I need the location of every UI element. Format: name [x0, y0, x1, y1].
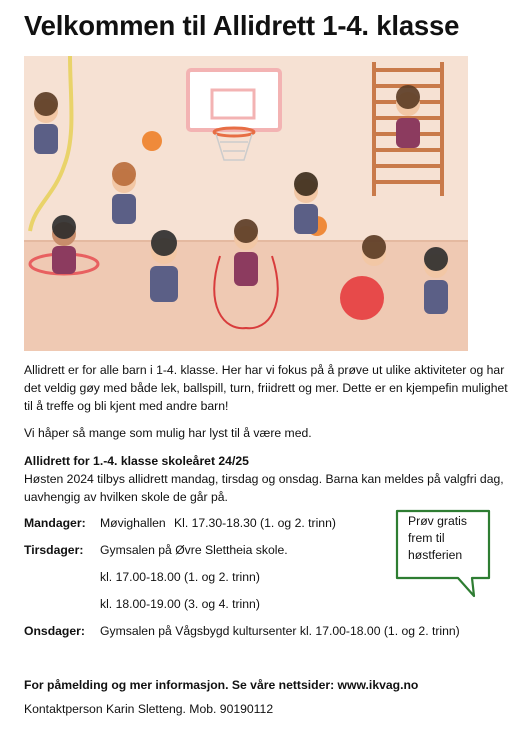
- callout-line-1: Prøv gratis: [408, 514, 467, 528]
- page-title: Velkommen til Allidrett 1-4. klasse: [24, 10, 460, 41]
- contact-info: Kontaktperson Karin Sletteng. Mob. 90190112: [24, 702, 274, 716]
- callout-text: [408, 513, 490, 564]
- season-paragraph: Høsten 2024 tilbys allidrett mandag, tirsdag og onsdag. Barna kan meldes på valgfri dag, uavhengig av hvilken skole de går på.: [24, 472, 504, 504]
- signup-info: For påmelding og mer informasjon. Se våre nettsider: www.ikvag.no: [24, 678, 419, 692]
- tuesday-place: Gymsalen på Øvre Slettheia skole.: [100, 543, 288, 557]
- season-heading: Allidrett for 1.-4. klasse skoleåret 24/25: [24, 454, 249, 468]
- callout-line-3: høstferien: [408, 548, 463, 562]
- monday-time: Kl. 17.30-18.30 (1. og 2. trinn): [174, 516, 336, 530]
- tuesday-time-2: kl. 18.00-19.00 (3. og 4. trinn): [100, 597, 260, 611]
- hope-paragraph: Vi håper så mange som mulig har lyst til å være med.: [24, 426, 312, 440]
- tuesday-label: Tirsdager:: [24, 543, 84, 557]
- monday-label: Mandager:: [24, 516, 86, 530]
- wednesday-text: Gymsalen på Vågsbygd kultursenter kl. 17.00-18.00 (1. og 2. trinn): [100, 624, 460, 638]
- gym-ball-icon: [340, 276, 384, 320]
- callout-line-2: frem til: [408, 531, 445, 545]
- kids-gym-illustration: [24, 56, 468, 351]
- basketball-icon: [142, 131, 162, 151]
- tuesday-time-1: kl. 17.00-18.00 (1. og 2. trinn): [100, 570, 260, 584]
- intro-paragraph: Allidrett er for alle barn i 1-4. klasse. Her har vi fokus på å prøve ut ulike aktiviteter og har det veldig gøy med både lek, ballspill, turn, friidrett og mer. Dette er en kjempefin mulighet til å treffe og bli kjent med andre barn!: [24, 363, 508, 413]
- monday-place: Møvighallen: [100, 516, 166, 530]
- wednesday-label: Onsdager:: [24, 624, 85, 638]
